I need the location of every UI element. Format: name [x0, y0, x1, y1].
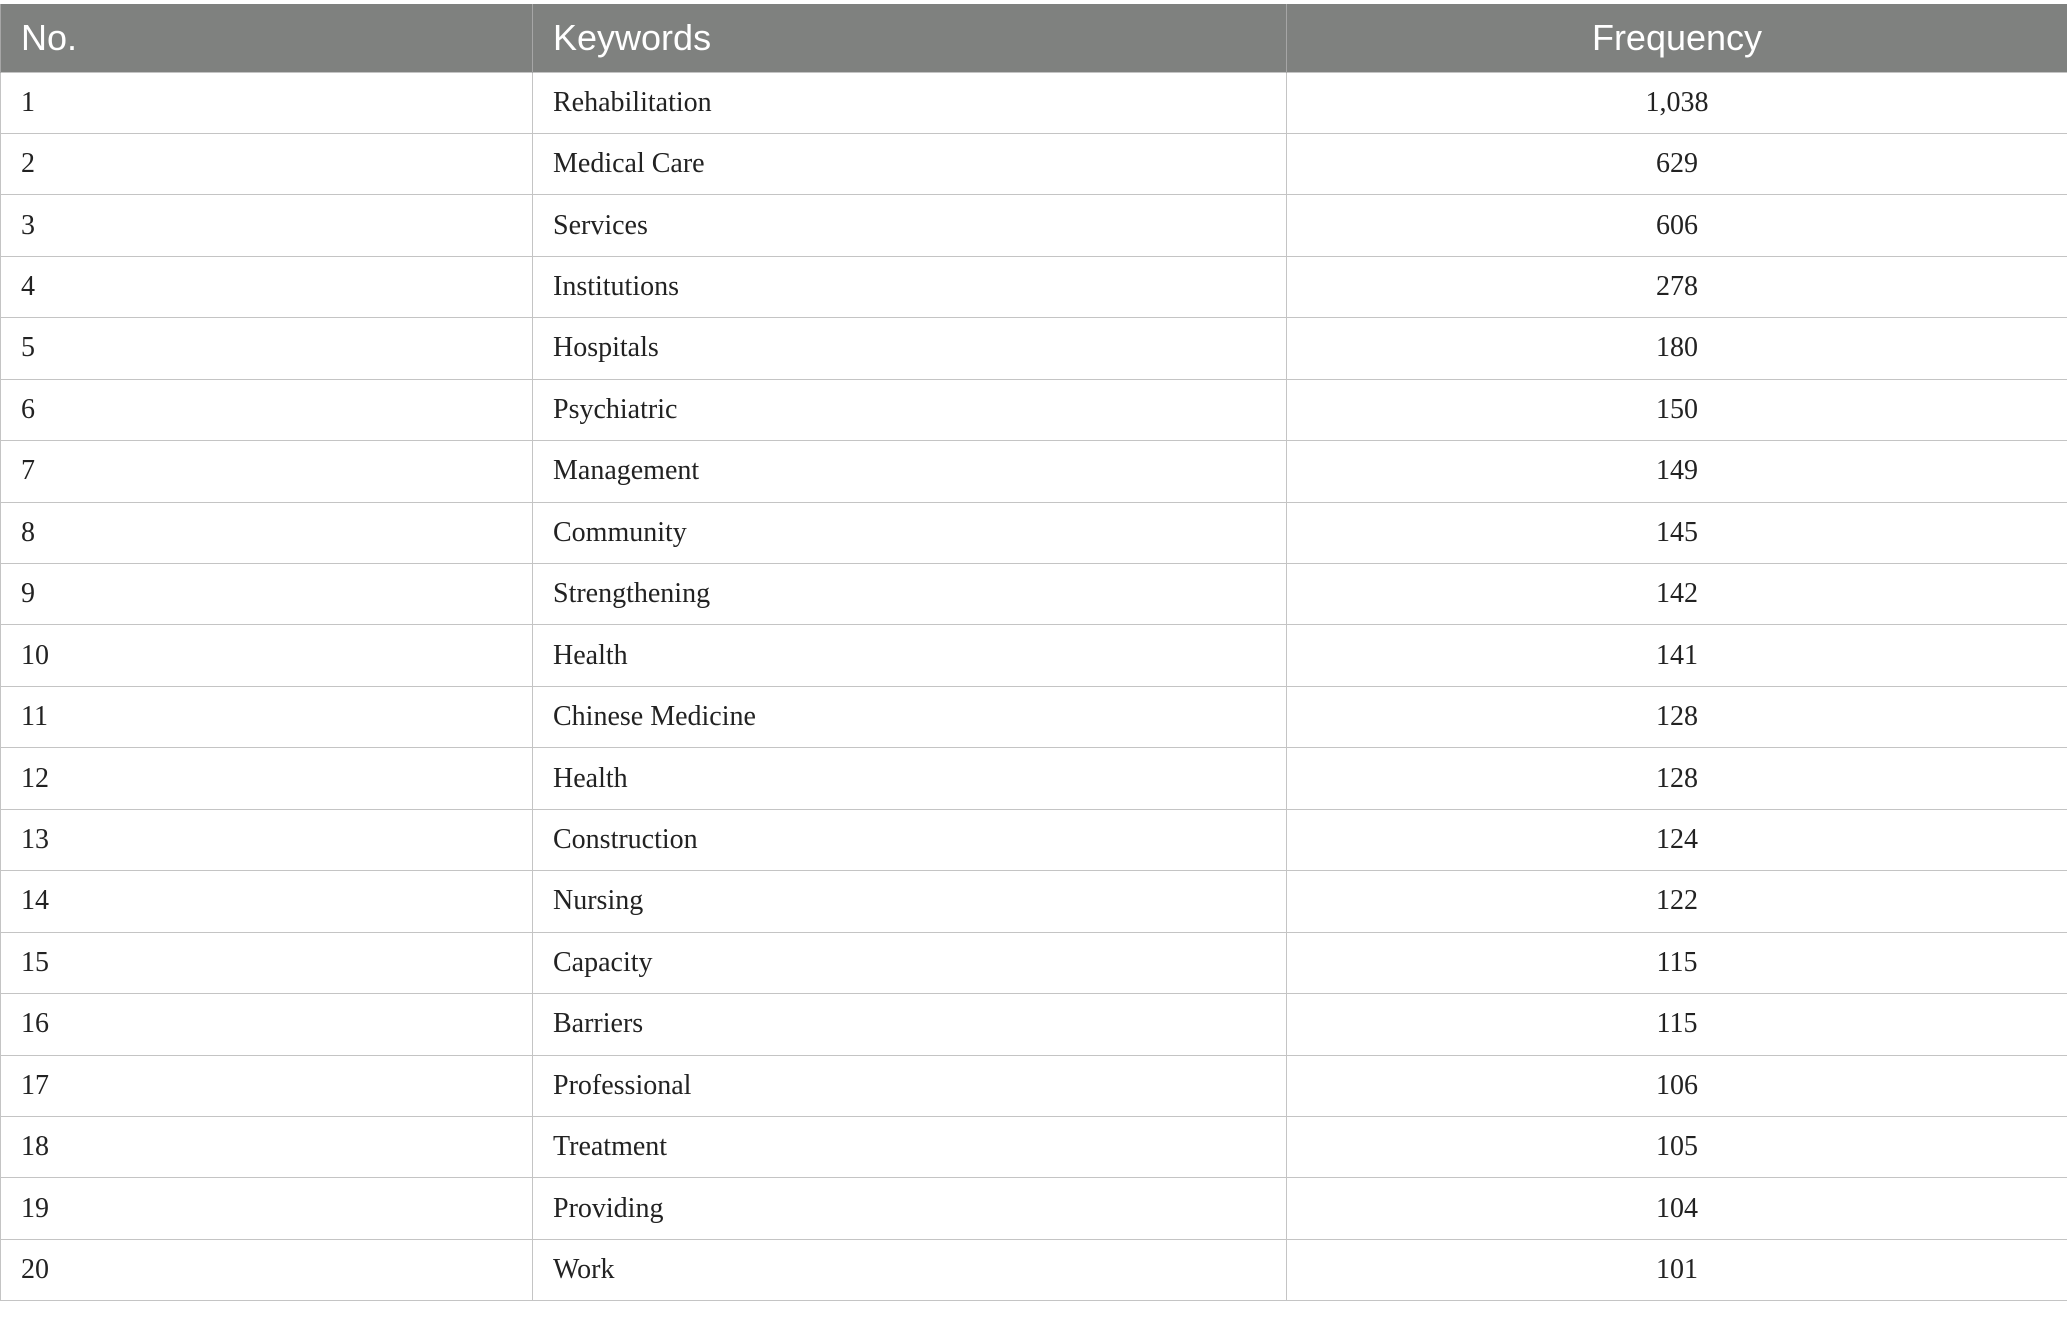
cell-keyword: Health	[533, 748, 1287, 809]
table-row	[1, 932, 2067, 993]
cell-keyword: Hospitals	[533, 318, 1287, 379]
cell-frequency: 141	[1287, 625, 2067, 686]
cell-no: 12	[1, 748, 533, 809]
cell-keyword: Management	[533, 441, 1287, 502]
header-row	[1, 4, 2067, 72]
cell-no: 18	[1, 1116, 533, 1177]
table-row	[1, 502, 2067, 563]
header-no: No.	[1, 4, 533, 72]
cell-keyword: Construction	[533, 809, 1287, 870]
cell-no: 3	[1, 195, 533, 256]
cell-frequency: 629	[1287, 133, 2067, 194]
cell-frequency: 150	[1287, 379, 2067, 440]
cell-no: 14	[1, 871, 533, 932]
table-row	[1, 809, 2067, 870]
cell-frequency: 101	[1287, 1239, 2067, 1300]
cell-frequency: 145	[1287, 502, 2067, 563]
cell-frequency: 105	[1287, 1116, 2067, 1177]
table-row	[1, 318, 2067, 379]
cell-no: 19	[1, 1178, 533, 1239]
cell-frequency: 128	[1287, 686, 2067, 747]
cell-keyword: Medical Care	[533, 133, 1287, 194]
cell-frequency: 124	[1287, 809, 2067, 870]
header-keywords: Keywords	[533, 4, 1287, 72]
table-row	[1, 133, 2067, 194]
cell-keyword: Providing	[533, 1178, 1287, 1239]
cell-frequency: 115	[1287, 932, 2067, 993]
cell-no: 17	[1, 1055, 533, 1116]
table-row	[1, 1178, 2067, 1239]
cell-frequency: 128	[1287, 748, 2067, 809]
cell-frequency: 122	[1287, 871, 2067, 932]
cell-no: 4	[1, 256, 533, 317]
cell-no: 9	[1, 564, 533, 625]
table-row	[1, 564, 2067, 625]
table-row	[1, 1116, 2067, 1177]
cell-frequency: 104	[1287, 1178, 2067, 1239]
cell-keyword: Services	[533, 195, 1287, 256]
table-row	[1, 379, 2067, 440]
table-row	[1, 748, 2067, 809]
table-row	[1, 72, 2067, 133]
cell-keyword: Strengthening	[533, 564, 1287, 625]
table-row	[1, 686, 2067, 747]
cell-frequency: 180	[1287, 318, 2067, 379]
cell-keyword: Barriers	[533, 994, 1287, 1055]
cell-keyword: Work	[533, 1239, 1287, 1300]
cell-no: 2	[1, 133, 533, 194]
table-row	[1, 994, 2067, 1055]
cell-frequency: 115	[1287, 994, 2067, 1055]
cell-frequency: 149	[1287, 441, 2067, 502]
cell-frequency: 278	[1287, 256, 2067, 317]
cell-no: 13	[1, 809, 533, 870]
cell-no: 16	[1, 994, 533, 1055]
cell-no: 5	[1, 318, 533, 379]
cell-frequency: 106	[1287, 1055, 2067, 1116]
cell-keyword: Psychiatric	[533, 379, 1287, 440]
cell-frequency: 1,038	[1287, 72, 2067, 133]
cell-frequency: 606	[1287, 195, 2067, 256]
table-row	[1, 871, 2067, 932]
table-body	[1, 72, 2067, 1301]
table-row	[1, 256, 2067, 317]
header-frequency: Frequency	[1287, 4, 2067, 72]
cell-keyword: Professional	[533, 1055, 1287, 1116]
table-row	[1, 625, 2067, 686]
cell-keyword: Health	[533, 625, 1287, 686]
table-row	[1, 441, 2067, 502]
cell-keyword: Treatment	[533, 1116, 1287, 1177]
cell-no: 1	[1, 72, 533, 133]
cell-no: 15	[1, 932, 533, 993]
cell-no: 7	[1, 441, 533, 502]
cell-keyword: Chinese Medicine	[533, 686, 1287, 747]
keyword-frequency-table	[0, 4, 2067, 1301]
cell-keyword: Nursing	[533, 871, 1287, 932]
cell-keyword: Capacity	[533, 932, 1287, 993]
table-row	[1, 1239, 2067, 1300]
cell-no: 6	[1, 379, 533, 440]
cell-no: 11	[1, 686, 533, 747]
cell-keyword: Community	[533, 502, 1287, 563]
cell-keyword: Institutions	[533, 256, 1287, 317]
keyword-frequency-table-container	[0, 4, 2067, 1301]
table-header	[1, 4, 2067, 72]
cell-frequency: 142	[1287, 564, 2067, 625]
cell-no: 20	[1, 1239, 533, 1300]
cell-keyword: Rehabilitation	[533, 72, 1287, 133]
cell-no: 8	[1, 502, 533, 563]
table-row	[1, 195, 2067, 256]
table-row	[1, 1055, 2067, 1116]
cell-no: 10	[1, 625, 533, 686]
